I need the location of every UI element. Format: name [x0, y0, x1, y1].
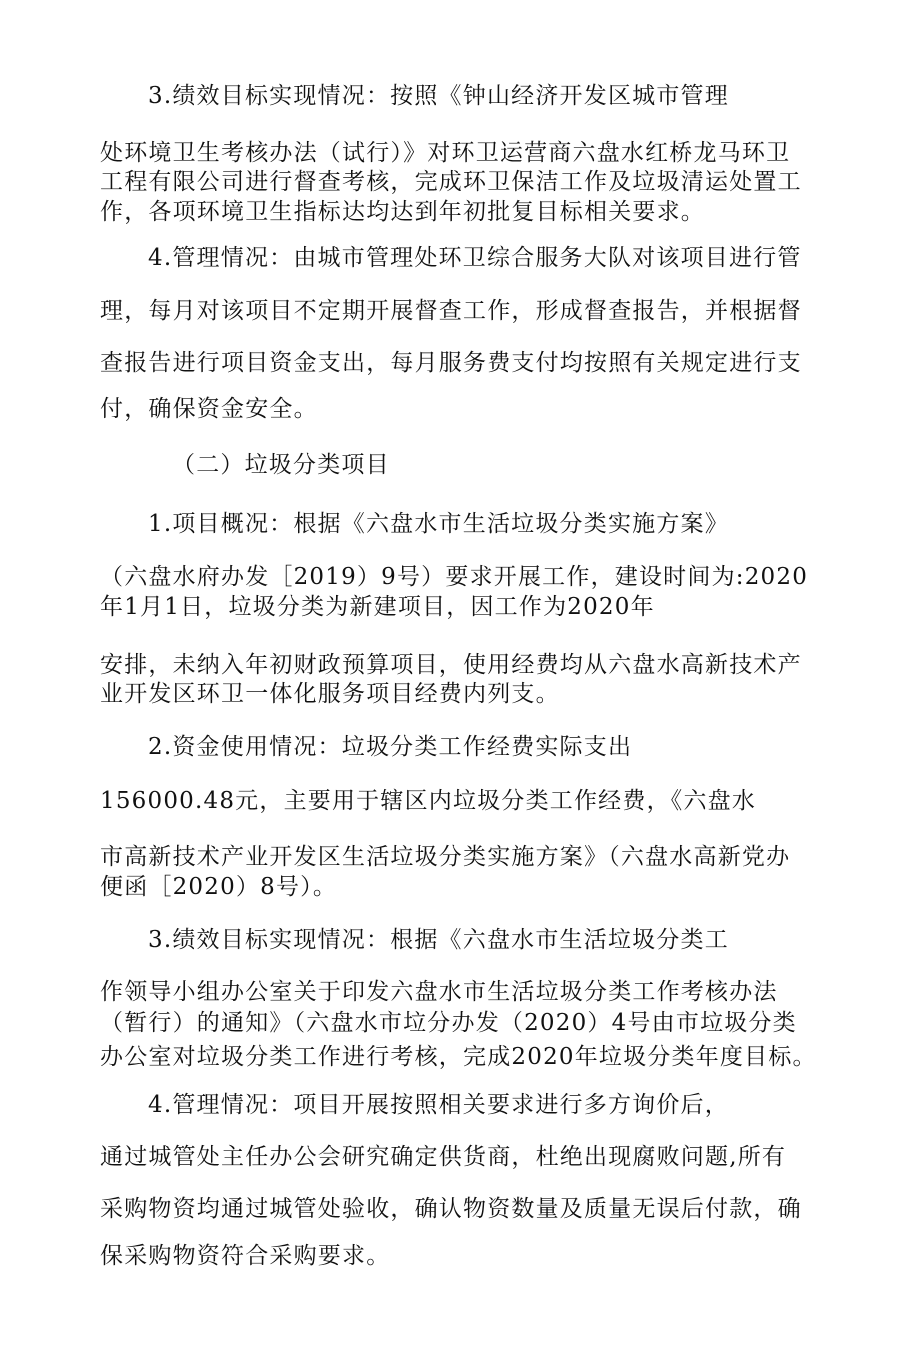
text-line: 156000.48元，主要用于辖区内垃圾分类工作经费，《六盘水	[100, 788, 757, 814]
text-line: 便函［2020）8号）。	[100, 874, 338, 900]
text-line: 工程有限公司进行督查考核，完成环卫保洁工作及垃圾清运处置工	[100, 169, 802, 195]
text-line: 保采购物资符合采购要求。	[100, 1243, 391, 1269]
section-heading: （二）垃圾分类项目	[172, 452, 390, 478]
text-line: 通过城管处主任办公会研究确定供货商，杜绝出现腐败问题,所有	[100, 1144, 787, 1170]
text-line: 安排，未纳入年初财政预算项目，使用经费均从六盘水高新技术产	[100, 652, 802, 678]
text-line: 业开发区环卫一体化服务项目经费内列支。	[100, 681, 560, 707]
text-line: （六盘水府办发［2019）9号）要求开展工作，建设时间为:2020	[100, 564, 809, 590]
text-line: 1.项目概况：根据《六盘水市生活垃圾分类实施方案》	[148, 511, 729, 537]
text-line: 市高新技术产业开发区生活垃圾分类实施方案》（六盘水高新党办	[100, 844, 791, 870]
text-line: （暂行）的通知》（六盘水市垃分办发（2020）4号由市垃圾分类	[100, 1010, 797, 1036]
text-line: 理，每月对该项目不定期开展督查工作，形成督查报告，并根据督	[100, 298, 802, 324]
text-line: 3.绩效目标实现情况：按照《钟山经济开发区城市管理	[148, 83, 729, 109]
text-line: 采购物资均通过城管处验收，确认物资数量及质量无误后付款，确	[100, 1196, 802, 1222]
text-line: 处环境卫生考核办法（试行）》对环卫运营商六盘水红桥龙马环卫	[100, 140, 791, 166]
text-line: 4.管理情况：由城市管理处环卫综合服务大队对该项目进行管	[148, 245, 802, 271]
text-line: 作领导小组办公室关于印发六盘水市生活垃圾分类工作考核办法	[100, 979, 778, 1005]
text-line: 查报告进行项目资金支出，每月服务费支付均按照有关规定进行支	[100, 350, 802, 376]
text-line: 2.资金使用情况：垃圾分类工作经费实际支出	[148, 734, 633, 760]
text-line: 4.管理情况：项目开展按照相关要求进行多方询价后，	[148, 1092, 729, 1118]
text-line: 办公室对垃圾分类工作进行考核，完成2020年垃圾分类年度目标。	[100, 1044, 817, 1070]
text-line: 年1月1日，垃圾分类为新建项目，因工作为2020年	[100, 594, 655, 620]
text-line: 付，确保资金安全。	[100, 396, 318, 422]
text-line: 3.绩效目标实现情况：根据《六盘水市生活垃圾分类工	[148, 927, 729, 953]
text-line: 作，各项环境卫生指标达均达到年初批复目标相关要求。	[100, 199, 705, 225]
